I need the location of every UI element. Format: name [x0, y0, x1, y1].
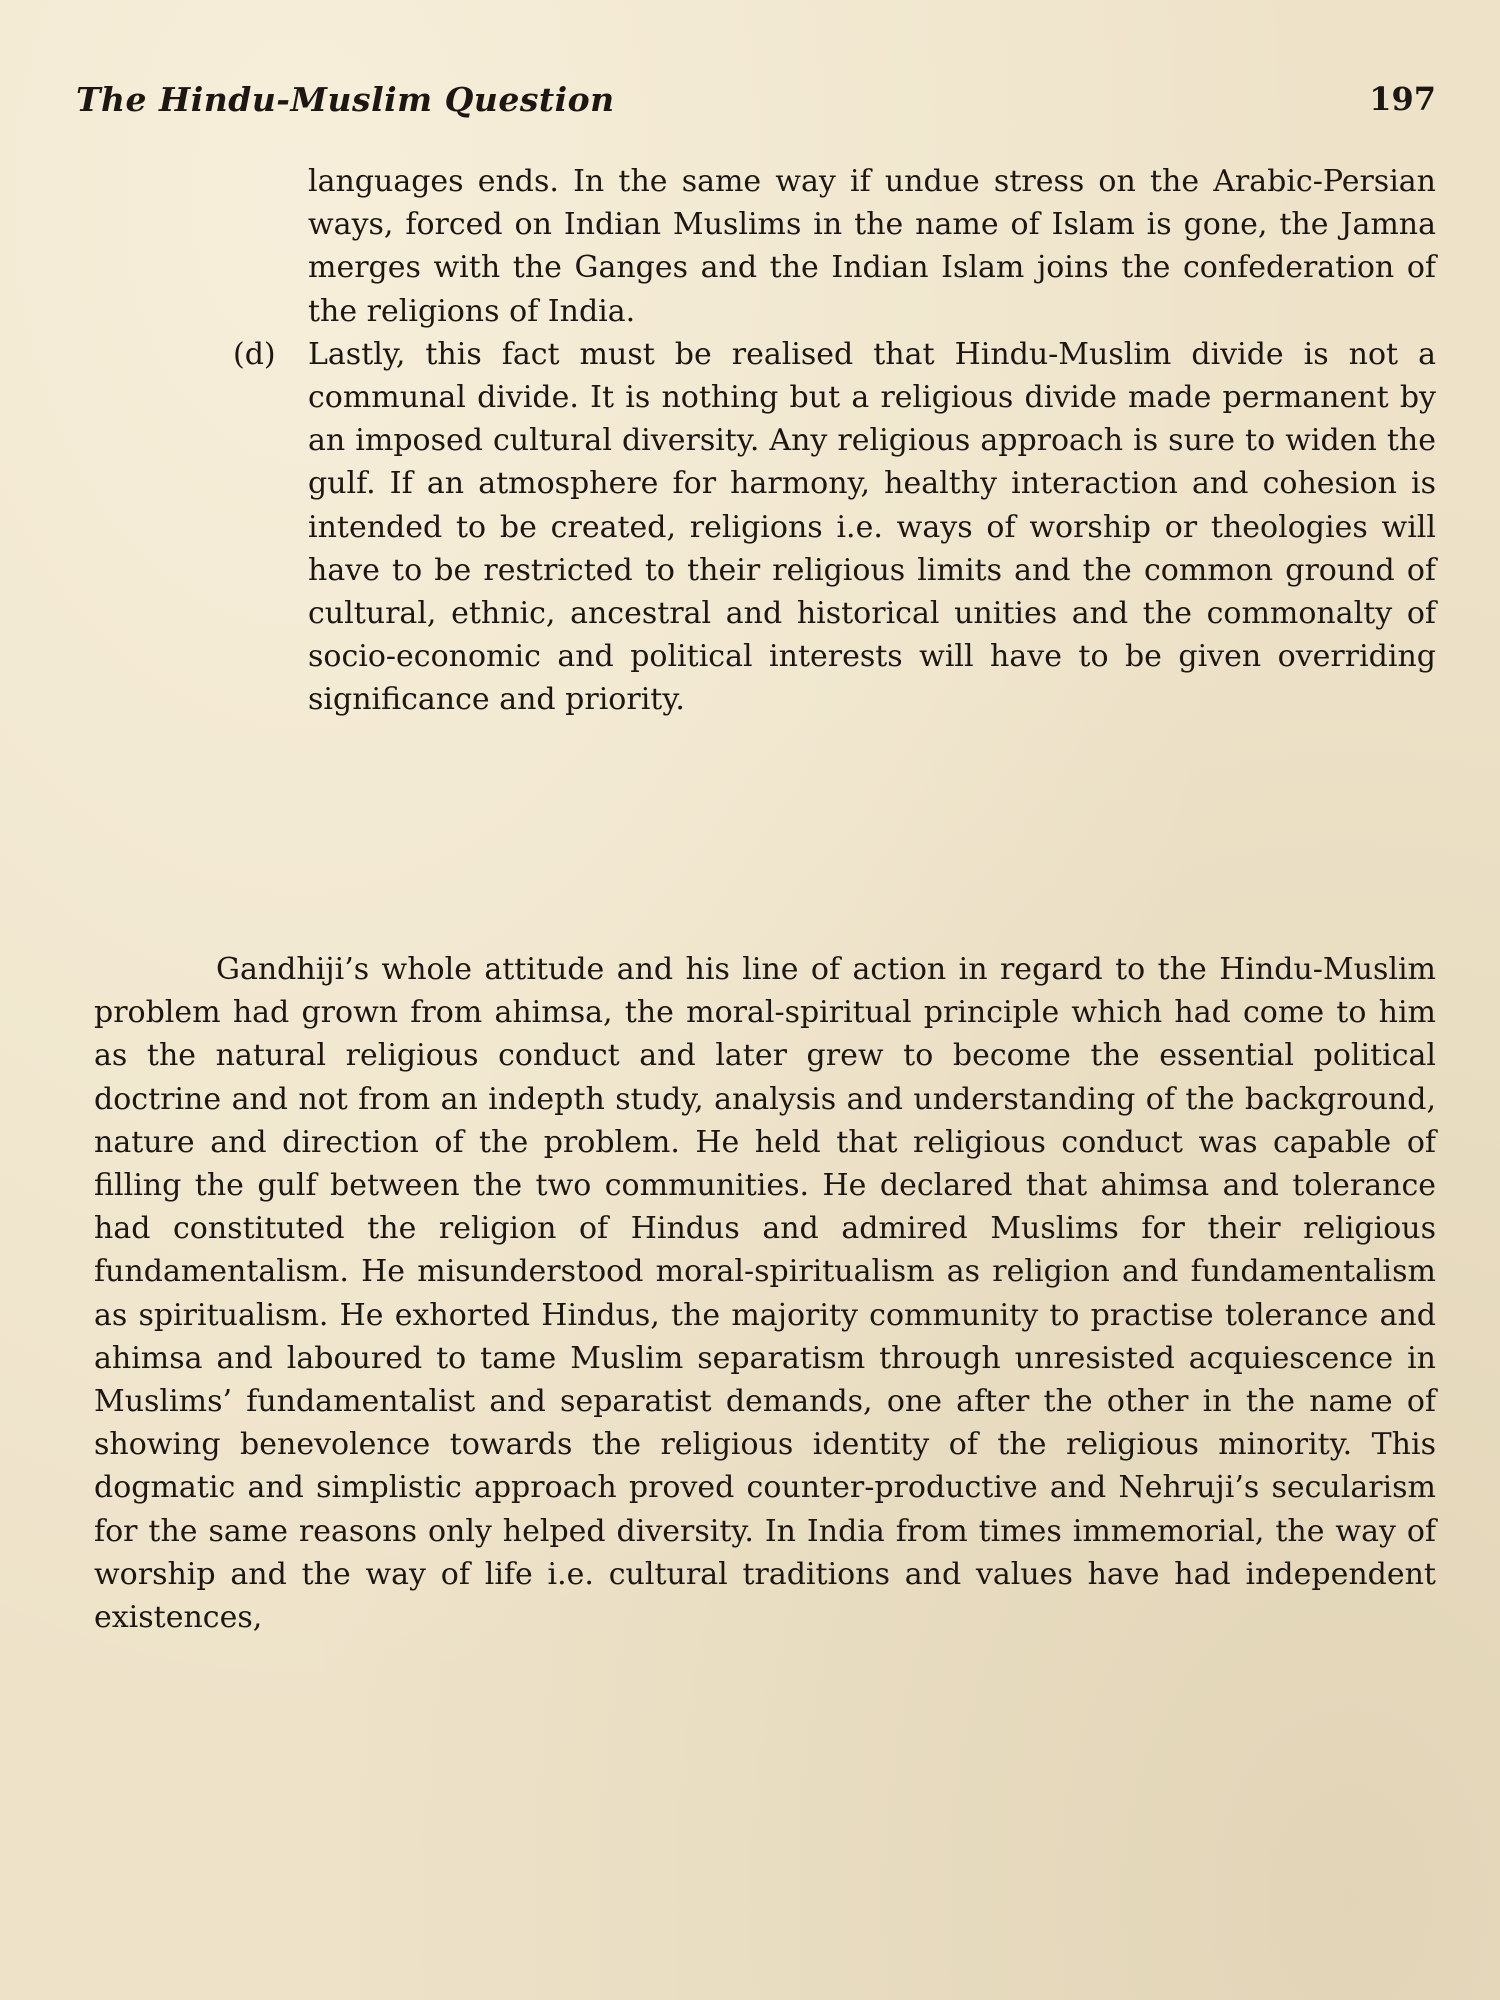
page-number: 197: [1369, 80, 1436, 118]
running-title: The Hindu-Muslim Question: [76, 80, 615, 119]
list-block: [233, 160, 1436, 722]
list-item-label: (d): [233, 336, 276, 372]
page-header: [76, 80, 1436, 130]
continued-paragraph: languages ends. In the same way if undue stress on the Arabic-Persian ways, forced on Indian Muslims in the name of Islam is gone, the Jamna merges with the Ganges and the Indian Islam joins the confederation of the religions of India.: [308, 164, 1436, 329]
body-paragraph: Gandhiji’s whole attitude and his line of action in regard to the Hindu-Muslim problem had grown from ahimsa, the moral-spiritual principle which had come to him as the natural religious conduct and later grew to become the essential political doctrine and not from an indepth study, analysis and understanding of the background, nature and direction of the problem. He held that religious conduct was capable of filling the gulf between the two communities. He declared that ahimsa and tolerance had constituted the religion of Hindus and admired Muslims for their religious fundamentalism. He misunderstood moral-spiritualism as religion and fundamentalism as spiritualism. He exhorted Hindus, the majority community to practise tolerance and ahimsa and laboured to tame Muslim separatism through unresisted acquiescence in Muslims’ fundamentalist and separatist demands, one after the other in the name of showing benevolence towards the religious identity of the religious minority. This dogmatic and simplistic approach proved counter-productive and Nehruji’s secularism for the same reasons only helped diversity. In India from times immemorial, the way of worship and the way of life i.e. cultural traditions and values have had independent existences,: [94, 952, 1436, 1636]
list-item-text: Lastly, this fact must be realised that Hindu-Muslim divide is not a communal divide. It is nothing but a religious divide made permanent by an imposed cultural diversity. Any religious approach is sure to widen the gulf. If an atmosphere for harmony, healthy interaction and cohesion is intended to be created, religions i.e. ways of worship or theologies will have to be restricted to their religious limits and the common ground of cultural, ethnic, ancestral and historical unities and the commonalty of socio-economic and political interests will have to be given overriding significance and priority.: [308, 336, 1436, 718]
list-item-d: [233, 333, 1436, 722]
